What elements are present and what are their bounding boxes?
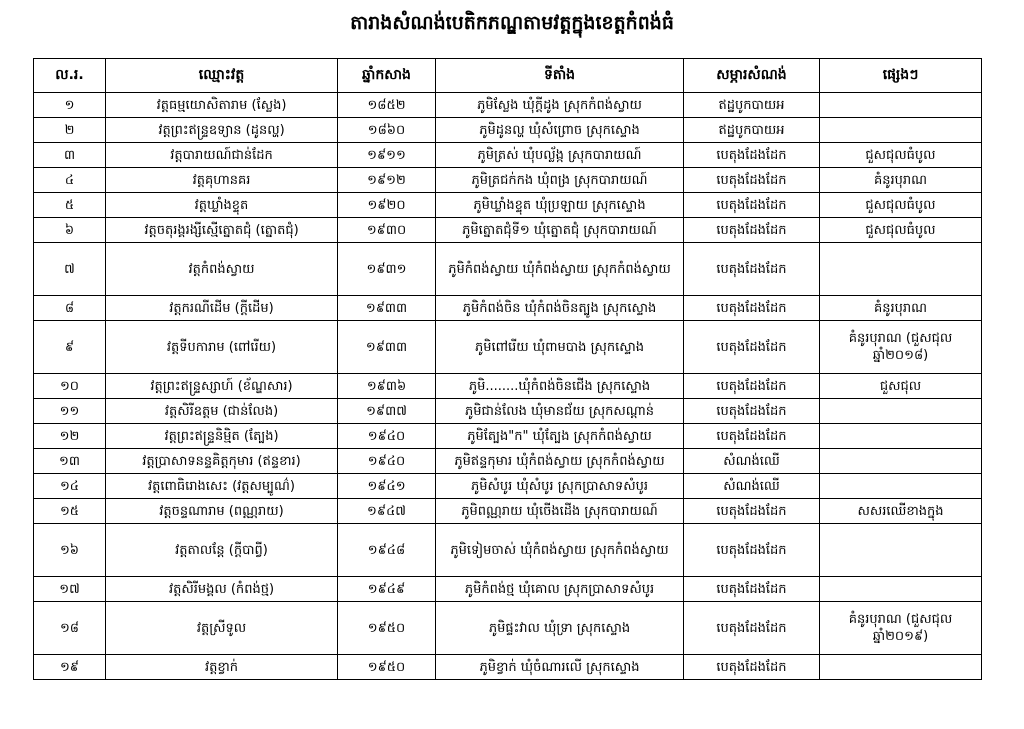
cell-material: បេតុងដែងដែក <box>684 243 820 296</box>
cell-material: បេតុងដែងដែក <box>684 321 820 374</box>
cell-year-built: ១៩១២ <box>338 168 436 193</box>
cell-no: ១៤ <box>34 474 106 499</box>
cell-year-built: ១៩៣១ <box>338 243 436 296</box>
table-row <box>34 449 982 474</box>
cell-material: បេតុងដែងដែក <box>684 218 820 243</box>
cell-year-built: ១៩៤៩ <box>338 577 436 602</box>
heritage-table <box>33 58 982 680</box>
cell-year-built: ១៨៦០ <box>338 118 436 143</box>
cell-no: ៧ <box>34 243 106 296</box>
cell-material: ឥដ្ឋបូកបាយអ <box>684 118 820 143</box>
table-row <box>34 524 982 577</box>
cell-no: ១០ <box>34 374 106 399</box>
cell-location: ភូមិកំពង់ថ្ម ឃុំគោល ស្រុកប្រាសាទសំបូរ <box>436 577 684 602</box>
cell-year-built: ១៩៣៧ <box>338 399 436 424</box>
cell-material: បេតុងដែងដែក <box>684 424 820 449</box>
cell-year-built: ១៩៣៦ <box>338 374 436 399</box>
cell-pagoda-name: វត្តធម្មយោសិតារាម (ស្លែង) <box>106 93 338 118</box>
table-row <box>34 577 982 602</box>
cell-year-built: ១៩៤១ <box>338 474 436 499</box>
cell-pagoda-name: វត្តសិរីមង្គល (កំពង់ថ្ម) <box>106 577 338 602</box>
cell-other: គំនូរបុរាណ <box>820 168 982 193</box>
cell-year-built: ១៩៣០ <box>338 218 436 243</box>
cell-material: បេតុងដែងដែក <box>684 499 820 524</box>
cell-material: បេតុងដែងដែក <box>684 168 820 193</box>
table-row <box>34 321 982 374</box>
cell-year-built: ១៩៤០ <box>338 449 436 474</box>
cell-other <box>820 118 982 143</box>
cell-other <box>820 577 982 602</box>
cell-material: បេតុងដែងដែក <box>684 374 820 399</box>
cell-other <box>820 93 982 118</box>
cell-no: ១ <box>34 93 106 118</box>
cell-material: បេតុងដែងដែក <box>684 296 820 321</box>
cell-location: ភូមិត្បែង"ក" ឃុំត្បែង ស្រុកកំពង់ស្វាយ <box>436 424 684 449</box>
cell-other: ជួសជុល <box>820 374 982 399</box>
cell-location: ភូមិសំបូរ ឃុំសំបូរ ស្រុកប្រាសាទសំបូរ <box>436 474 684 499</box>
cell-no: ២ <box>34 118 106 143</box>
cell-location: ភូមិផ្ទះវាល ឃុំទ្រា ស្រុកស្ទោង <box>436 602 684 655</box>
table-row <box>34 93 982 118</box>
cell-no: ១១ <box>34 399 106 424</box>
cell-no: ១៣ <box>34 449 106 474</box>
cell-no: ១៥ <box>34 499 106 524</box>
table-row <box>34 499 982 524</box>
cell-location: ភូមិដូនល្ហ ឃុំសំព្រោច ស្រុកស្ទោង <box>436 118 684 143</box>
cell-pagoda-name: វត្តទីបការាម (ពៅរើយ) <box>106 321 338 374</box>
cell-other <box>820 524 982 577</box>
cell-pagoda-name: វត្តព្រះឥន្ទ្រនិម្មិត (ត្បែង) <box>106 424 338 449</box>
cell-pagoda-name: វត្តចតុរង្គរង្សីស្មើត្នោតជុំ (ត្នោតជុំ) <box>106 218 338 243</box>
cell-no: ៥ <box>34 193 106 218</box>
cell-location: ភូមិត្រស់ ឃុំបល្ល័ង្ក ស្រុកបារាយណ៍ <box>436 143 684 168</box>
table-body <box>34 93 982 680</box>
table-row <box>34 399 982 424</box>
cell-location: ភូមិកំពង់ចិន ឃុំកំពង់ចិនត្បូង ស្រុកស្ទោង <box>436 296 684 321</box>
cell-other: ជួសជុលធំបូល <box>820 193 982 218</box>
cell-pagoda-name: វត្តបារាយណ៍ជាន់ដែក <box>106 143 338 168</box>
cell-material: សំណង់ឈើ <box>684 474 820 499</box>
cell-year-built: ១៩២០ <box>338 193 436 218</box>
cell-year-built: ១៩៣៣ <box>338 321 436 374</box>
cell-year-built: ១៩៥០ <box>338 602 436 655</box>
cell-location: ភូមិពៅរើយ ឃុំពាមបាង ស្រុកស្ទោង <box>436 321 684 374</box>
cell-location: ភូមិត្នោតជុំទី១ ឃុំត្នោតជុំ ស្រុកបារាយណ៍ <box>436 218 684 243</box>
cell-year-built: ១៩៥០ <box>338 655 436 680</box>
cell-pagoda-name: វត្តគុហានគរ <box>106 168 338 193</box>
cell-no: ៤ <box>34 168 106 193</box>
cell-pagoda-name: វត្តកំពង់ស្វាយ <box>106 243 338 296</box>
cell-location: ភូមិពណ្ណរាយ ឃុំចើងដើង ស្រុកបារាយណ៍ <box>436 499 684 524</box>
cell-location: ភូមិជាន់លែង ឃុំមានជ័យ ស្រុកសណ្ដាន់ <box>436 399 684 424</box>
cell-pagoda-name: វត្តស្រីទូល <box>106 602 338 655</box>
header-other: ផ្សេងៗ <box>820 59 982 93</box>
table-row <box>34 243 982 296</box>
cell-pagoda-name: វត្តករណីដើម (ក្ដីដើម) <box>106 296 338 321</box>
cell-location: ភូមិឃ្លាំងខ្ទុត ឃុំប្រឡាយ ស្រុកស្ទោង <box>436 193 684 218</box>
cell-material: បេតុងដែងដែក <box>684 577 820 602</box>
cell-year-built: ១៩១១ <box>338 143 436 168</box>
cell-pagoda-name: វត្តសិរីឧត្តម (ជាន់លែង) <box>106 399 338 424</box>
table-row <box>34 218 982 243</box>
cell-location: ភូមិទៀមចាស់ ឃុំកំពង់ស្វាយ ស្រុកកំពង់ស្វាយ <box>436 524 684 577</box>
cell-no: ៦ <box>34 218 106 243</box>
cell-pagoda-name: វត្តព្រះឥន្ទ្រស្សាហ៍ (ខ័ណ្ឌសារ) <box>106 374 338 399</box>
cell-year-built: ១៩៣៣ <box>338 296 436 321</box>
cell-no: ៣ <box>34 143 106 168</box>
cell-no: ១៩ <box>34 655 106 680</box>
header-year-built: ឆ្នាំកសាង <box>338 59 436 93</box>
cell-other <box>820 424 982 449</box>
cell-material: បេតុងដែងដែក <box>684 399 820 424</box>
cell-year-built: ១៩៤៨ <box>338 524 436 577</box>
cell-other <box>820 449 982 474</box>
cell-other <box>820 655 982 680</box>
table-row <box>34 424 982 449</box>
cell-other: ជួសជុលធំបូល <box>820 218 982 243</box>
cell-location: ភូមិត្រជក់កង ឃុំពង្រ ស្រុកបារាយណ៍ <box>436 168 684 193</box>
cell-no: ១៧ <box>34 577 106 602</box>
header-pagoda-name: ឈ្មោះវត្ត <box>106 59 338 93</box>
cell-other: ជួសជុលធំបូល <box>820 143 982 168</box>
cell-material: បេតុងដែងដែក <box>684 602 820 655</box>
cell-no: ១៨ <box>34 602 106 655</box>
cell-other <box>820 474 982 499</box>
cell-material: បេតុងដែងដែក <box>684 193 820 218</box>
cell-year-built: ១៩៤០ <box>338 424 436 449</box>
cell-material: បេតុងដែងដែក <box>684 524 820 577</box>
cell-no: ១៦ <box>34 524 106 577</box>
table-row <box>34 168 982 193</box>
table-row <box>34 296 982 321</box>
cell-other <box>820 399 982 424</box>
cell-pagoda-name: វត្តចន្ទណារាម (ពណ្ណរាយ) <box>106 499 338 524</box>
cell-other <box>820 243 982 296</box>
table-row <box>34 474 982 499</box>
table-row <box>34 193 982 218</box>
cell-other: សសរឈើខាងក្នុង <box>820 499 982 524</box>
cell-location: ភូមិឥន្ទកុមារ ឃុំកំពង់ស្វាយ ស្រុកកំពង់ស្វាយ <box>436 449 684 474</box>
header-no: ល.រ. <box>34 59 106 93</box>
cell-no: ៨ <box>34 296 106 321</box>
cell-material: បេតុងដែងដែក <box>684 143 820 168</box>
cell-year-built: ១៩៤៧ <box>338 499 436 524</box>
page-title: តារាងសំណង់បេតិកភណ្ឌតាមវត្តក្នុងខេត្តកំពង់ធំ <box>350 12 674 34</box>
cell-other: គំនូរបុរាណ (ជួសជុលឆ្នាំ២០១៩) <box>820 602 982 655</box>
cell-material: បេតុងដែងដែក <box>684 655 820 680</box>
table-row <box>34 374 982 399</box>
cell-material: សំណង់ឈើ <box>684 449 820 474</box>
header-material: សម្ភារសំណង់ <box>684 59 820 93</box>
cell-pagoda-name: វត្តព្រះឥន្ទ្រឧទ្យាន (ដូនល្ហ) <box>106 118 338 143</box>
cell-location: ភូមិកំពង់ស្វាយ ឃុំកំពង់ស្វាយ ស្រុកកំពង់ស្វាយ <box>436 243 684 296</box>
table-row <box>34 118 982 143</box>
cell-other: គំនូរបុរាណ (ជួសជុលឆ្នាំ២០១៨) <box>820 321 982 374</box>
cell-location: ភូមិខ្វាក់ ឃុំចំណារលើ ស្រុកស្ទោង <box>436 655 684 680</box>
table-row <box>34 143 982 168</box>
table-header-row <box>34 59 982 93</box>
cell-pagoda-name: វត្តតាលន្ដែ (ក្ដីបាព្វី) <box>106 524 338 577</box>
cell-material: ឥដ្ឋបូកបាយអ <box>684 93 820 118</box>
table-row <box>34 602 982 655</box>
table-row <box>34 655 982 680</box>
cell-pagoda-name: វត្តប្រាសាទនន្ទគិត្តកុមារ (ឥន្ទខារ) <box>106 449 338 474</box>
cell-pagoda-name: វត្តខ្វាក់ <box>106 655 338 680</box>
cell-location: ភូមិ........ឃុំកំពង់ចិនជើង ស្រុកស្ទោង <box>436 374 684 399</box>
cell-year-built: ១៨៥២ <box>338 93 436 118</box>
cell-pagoda-name: វត្តឃ្លាំងខ្ទុត <box>106 193 338 218</box>
header-location: ទីតាំង <box>436 59 684 93</box>
cell-pagoda-name: វត្តពោធិរោងសេះ (វត្តសម្បូណ៌) <box>106 474 338 499</box>
cell-location: ភូមិស្លែង ឃុំក្ដីដូង ស្រុកកំពង់ស្វាយ <box>436 93 684 118</box>
cell-no: ៩ <box>34 321 106 374</box>
cell-other: គំនូរបុរាណ <box>820 296 982 321</box>
cell-no: ១២ <box>34 424 106 449</box>
